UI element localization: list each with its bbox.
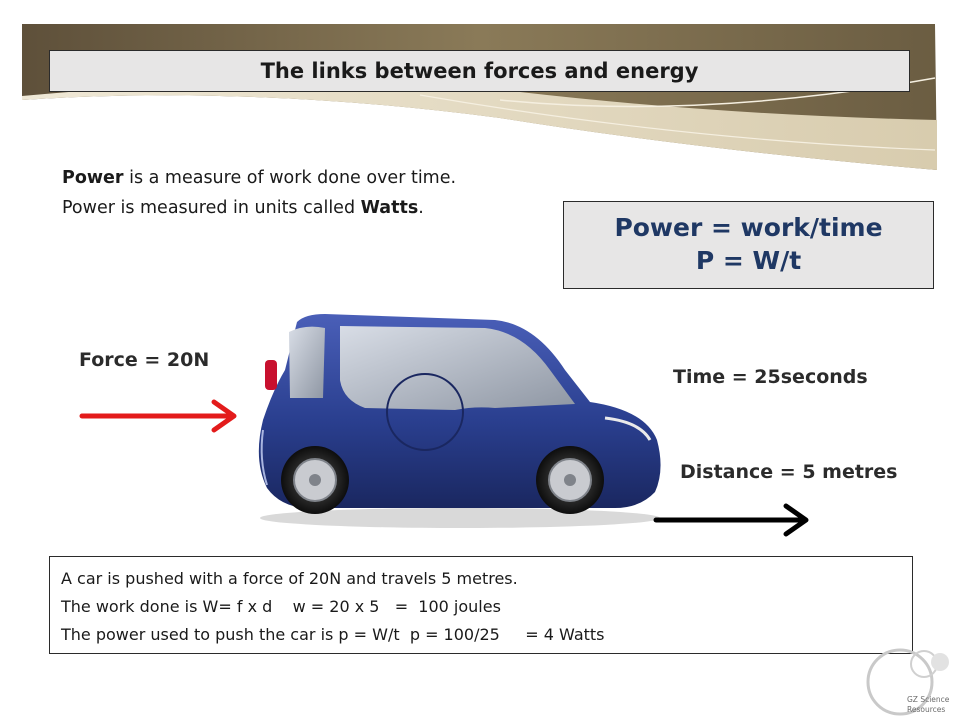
force-arrow-icon [78, 398, 248, 434]
intro-term-watts: Watts [360, 198, 419, 218]
time-label: Time = 25seconds [673, 366, 868, 388]
logo-text-line-2: Resources [907, 705, 946, 714]
logo-text-line-1: GZ Science [907, 695, 950, 704]
calculation-line-2: The work done is W= f x d w = 20 x 5 = 100 joules [61, 597, 501, 616]
formula-line-2: P = W/t [695, 246, 802, 275]
slide-title: The links between forces and energy [49, 50, 910, 92]
distance-label: Distance = 5 metres [680, 461, 898, 483]
formula-line-1: Power = work/time [614, 213, 883, 242]
force-label: Force = 20N [79, 349, 210, 371]
intro-line-2-text: Power is measured in units called [62, 198, 361, 218]
calculation-line-1: A car is pushed with a force of 20N and travels 5 metres. [61, 569, 518, 588]
calculation-line-3: The power used to push the car is p = W/t p = 100/25 = 4 Watts [61, 625, 605, 644]
intro-line-2 [62, 198, 424, 218]
intro-line-1-text: is a measure of work done over time. [123, 168, 457, 188]
intro-term-power: Power [62, 168, 124, 188]
gz-science-logo [860, 640, 960, 720]
intro-line-1 [62, 168, 456, 188]
distance-arrow-icon [650, 500, 820, 540]
calculation-box [49, 556, 913, 654]
formula-box [563, 201, 934, 289]
car-image [245, 310, 670, 535]
intro-line-2-end: . [418, 198, 424, 218]
